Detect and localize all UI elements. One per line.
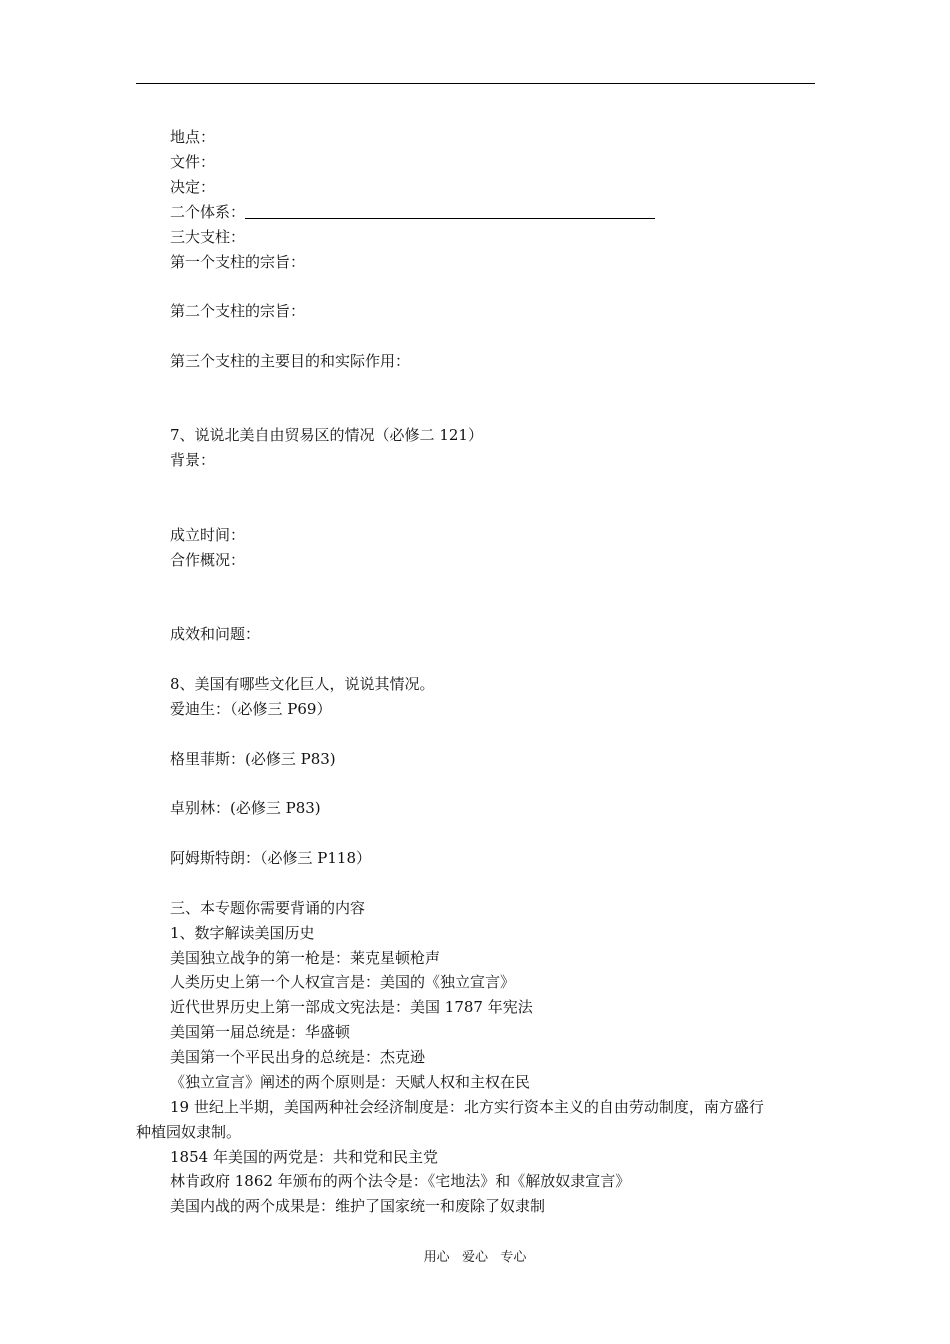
subsection-1-heading: 1、数字解读美国历史 <box>170 924 315 942</box>
field-cooperation: 合作概况： <box>170 551 246 569</box>
fact-line: 美国第一个平民出身的总统是：杰克逊 <box>170 1048 426 1066</box>
answer-blank-line <box>245 218 655 219</box>
field-two-systems <box>170 202 655 222</box>
field-background: 背景： <box>170 451 216 469</box>
field-pillar-three: 第三个支柱的主要目的和实际作用： <box>170 352 411 370</box>
question-8: 8、美国有哪些文化巨人，说说其情况。 <box>170 675 435 693</box>
field-founding-time: 成立时间： <box>170 526 246 544</box>
fact-line-continuation: 种植园奴隶制。 <box>136 1123 242 1141</box>
question-7: 7、说说北美自由贸易区的情况（必修二 121） <box>170 426 483 444</box>
field-document: 文件： <box>170 153 216 171</box>
header-rule <box>136 83 815 84</box>
field-pillar-two: 第二个支柱的宗旨： <box>170 302 306 320</box>
field-results: 成效和问题： <box>170 625 261 643</box>
field-two-systems-label: 二个体系： <box>170 203 246 221</box>
fact-line: 1854 年美国的两党是：共和党和民主党 <box>170 1148 438 1166</box>
page-footer: 用心 爱心 专心 <box>423 1250 527 1265</box>
field-decision: 决定： <box>170 178 216 196</box>
figure-edison: 爱迪生：（必修三 P69） <box>170 700 332 718</box>
fact-line: 美国内战的两个成果是：维护了国家统一和废除了奴隶制 <box>170 1197 546 1215</box>
fact-line: 美国独立战争的第一枪是：莱克星顿枪声 <box>170 949 441 967</box>
fact-line: 19 世纪上半期，美国两种社会经济制度是：北方实行资本主义的自由劳动制度，南方盛行 <box>170 1098 764 1116</box>
fact-line: 林肯政府 1862 年颁布的两个法令是：《宅地法》和《解放奴隶宣言》 <box>170 1172 631 1190</box>
fact-line: 《独立宣言》阐述的两个原则是：天赋人权和主权在民 <box>170 1073 531 1091</box>
figure-armstrong: 阿姆斯特朗：（必修三 P118） <box>170 849 371 867</box>
section-3-heading: 三、本专题你需要背诵的内容 <box>170 899 366 917</box>
field-three-pillars: 三大支柱： <box>170 228 246 246</box>
figure-chaplin: 卓别林：(必修三 P83) <box>170 799 321 817</box>
figure-griffith: 格里菲斯：(必修三 P83) <box>170 750 336 768</box>
fact-line: 近代世界历史上第一部成文宪法是：美国 1787 年宪法 <box>170 998 533 1016</box>
field-location: 地点： <box>170 128 216 146</box>
fact-line: 人类历史上第一个人权宣言是：美国的《独立宣言》 <box>170 973 516 991</box>
field-pillar-one: 第一个支柱的宗旨： <box>170 253 306 271</box>
fact-line: 美国第一届总统是：华盛顿 <box>170 1023 351 1041</box>
